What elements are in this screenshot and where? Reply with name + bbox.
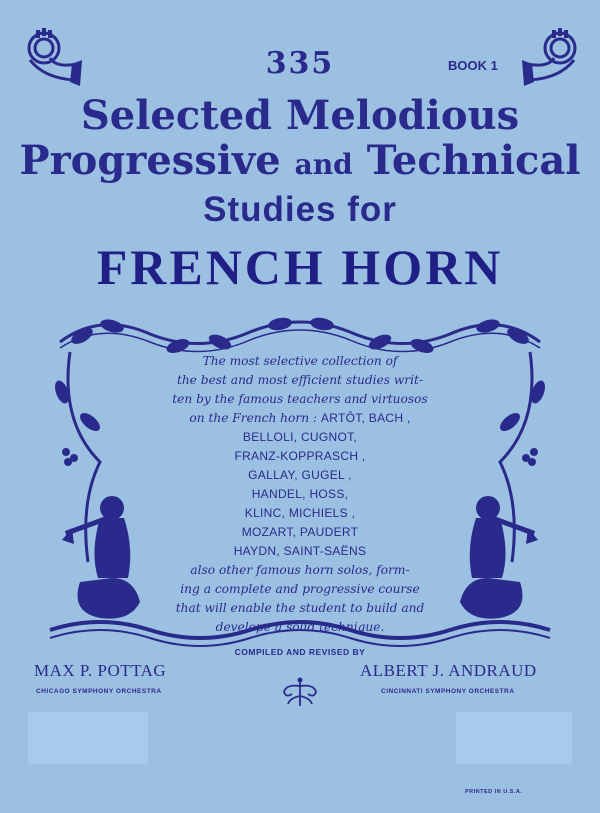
- description-line: ing a complete and progressive course: [180, 582, 420, 596]
- composer-names: BELLOLI, CUGNOT,: [242, 430, 358, 444]
- title-technical: Technical: [366, 137, 581, 184]
- title-progressive: Progressive: [19, 137, 281, 184]
- label-patch: [28, 712, 148, 764]
- title-line-1: Selected Melodious: [80, 92, 520, 139]
- title-instrument: FRENCH HORN: [96, 239, 504, 295]
- composer-names: HANDEL, HOSS,: [251, 487, 349, 501]
- description-line: the best and most efficient studies writ-: [176, 373, 424, 387]
- printed-in: PRINTED IN U.S.A.: [465, 789, 523, 795]
- composer-names: KLINC, MICHIELS ,: [244, 506, 356, 520]
- description-line: develope a solid technique.: [215, 620, 385, 634]
- composer-names: ARTÔT, BACH ,: [320, 411, 411, 425]
- title-line-3: Studies for: [203, 190, 397, 229]
- composer-names: HAYDN, SAINT-SAËNS: [233, 544, 367, 558]
- author-pottag-org: CHICAGO SYMPHONY ORCHESTRA: [36, 688, 162, 695]
- author-pottag: MAX P. POTTAG: [34, 661, 167, 680]
- title-and: and: [294, 148, 353, 181]
- description-block: [150, 352, 450, 637]
- compiled-by: COMPILED AND REVISED BY: [234, 647, 366, 657]
- description-line: The most selective collection of: [202, 354, 398, 368]
- title-line-2: [0, 137, 600, 184]
- description-line: also other famous horn solos, form-: [190, 563, 410, 577]
- description-line: ten by the famous teachers and virtuosos: [172, 392, 428, 406]
- composer-names: GALLAY, GUGEL ,: [248, 468, 352, 482]
- description-line: that will enable the student to build and: [175, 601, 425, 615]
- description-text: on the French horn :: [189, 411, 318, 425]
- french-horn-icon-right: [520, 20, 590, 90]
- composer-names: FRANZ-KOPPRASCH ,: [234, 449, 366, 463]
- composer-names: MOZART, PAUDERT: [241, 525, 359, 539]
- label-patch: [456, 712, 572, 764]
- ornament-icon: [276, 676, 324, 710]
- french-horn-icon-left: [14, 20, 84, 90]
- author-andraud-org: CINCINNATI SYMPHONY ORCHESTRA: [381, 688, 515, 695]
- studies-count: 335: [265, 46, 335, 81]
- book-number: BOOK 1: [448, 58, 498, 73]
- description-line: [150, 409, 450, 428]
- author-andraud: ALBERT J. ANDRAUD: [360, 661, 537, 680]
